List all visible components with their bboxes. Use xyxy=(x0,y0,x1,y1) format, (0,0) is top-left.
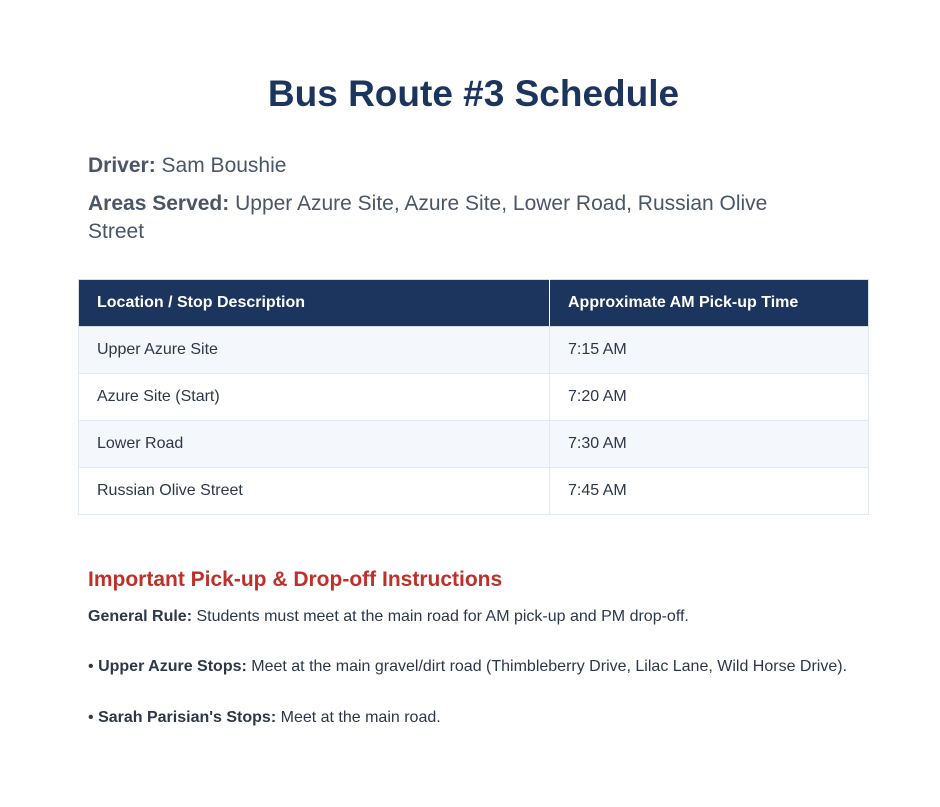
stop-location-cell: Lower Road xyxy=(79,421,550,468)
pickup-time-cell: 7:45 AM xyxy=(550,468,869,515)
areas-served-info xyxy=(88,190,828,246)
upper-azure-stops-item xyxy=(88,654,868,679)
driver-info xyxy=(88,152,828,180)
driver-label: Driver: xyxy=(88,154,156,177)
upper-azure-stops-text: Meet at the main gravel/dirt road (Thimbleberry Drive, Lilac Lane, Wild Horse Drive). xyxy=(251,658,848,675)
pickup-time-cell: 7:15 AM xyxy=(550,327,869,374)
table-row xyxy=(79,421,869,468)
schedule-table xyxy=(78,279,869,515)
bullet: • xyxy=(88,709,94,726)
table-header-row xyxy=(79,280,869,327)
pickup-time-cell: 7:30 AM xyxy=(550,421,869,468)
areas-served-value: Upper Azure Site, Azure Site, Lower Road, Russian Olive Street xyxy=(88,192,768,243)
table-row xyxy=(79,327,869,374)
page-title: Bus Route #3 Schedule xyxy=(267,73,680,114)
general-rule-label: General Rule: xyxy=(88,608,193,625)
pickup-time-cell: 7:20 AM xyxy=(550,374,869,421)
areas-served-label: Areas Served: xyxy=(88,192,230,215)
column-header-location: Location / Stop Description xyxy=(79,280,550,327)
stop-location-cell: Upper Azure Site xyxy=(79,327,550,374)
sarah-parisian-stops-label: Sarah Parisian's Stops: xyxy=(98,709,277,726)
upper-azure-stops-label: Upper Azure Stops: xyxy=(98,658,247,675)
bullet: • xyxy=(88,658,94,675)
stop-location-cell: Russian Olive Street xyxy=(79,468,550,515)
column-header-time: Approximate AM Pick-up Time xyxy=(550,280,869,327)
general-rule-text: Students must meet at the main road for AM pick-up and PM drop-off. xyxy=(196,608,689,625)
instructions-heading: Important Pick-up & Drop-off Instructions xyxy=(88,568,503,591)
table-row xyxy=(79,468,869,515)
sarah-parisian-stops-item xyxy=(88,705,868,730)
general-rule xyxy=(88,604,868,629)
table-row xyxy=(79,374,869,421)
sarah-parisian-stops-text: Meet at the main road. xyxy=(280,709,441,726)
driver-name: Sam Boushie xyxy=(161,154,287,177)
stop-location-cell: Azure Site (Start) xyxy=(79,374,550,421)
